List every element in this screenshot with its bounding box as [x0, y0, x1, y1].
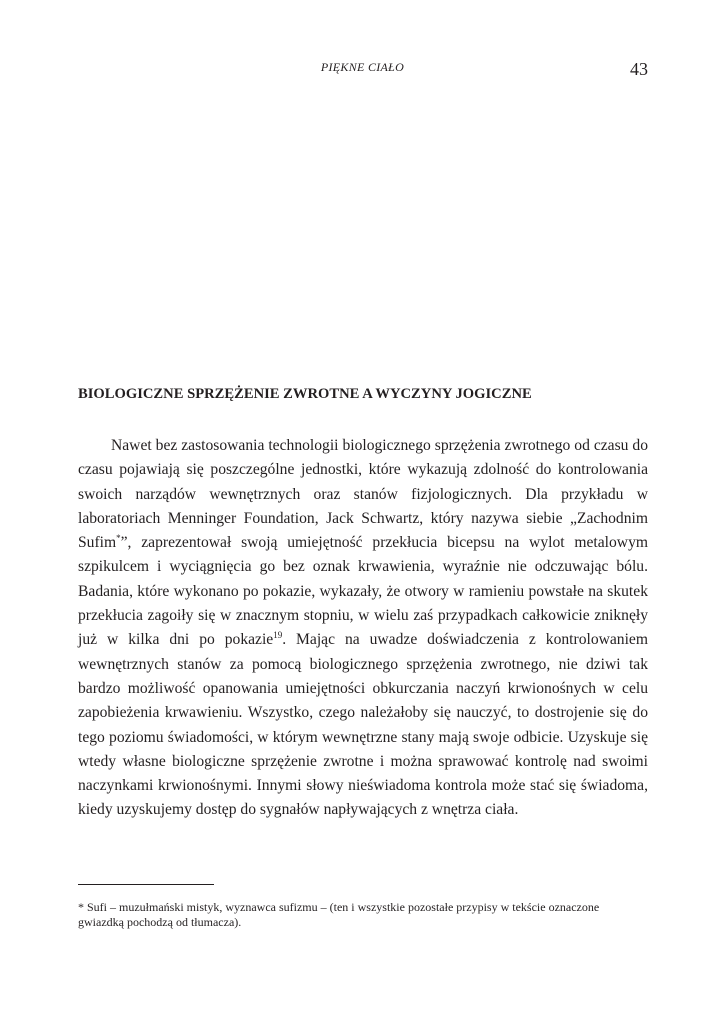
footnote-text: * Sufi – muzułmański mistyk, wyznawca sufizmu – (ten i wszystkie pozostałe przypisy w tekście oznaczone gwiazdką pochodzą od tłumacza). — [78, 900, 600, 929]
endnote-reference: 19 — [273, 630, 283, 641]
running-title: PIĘKNE CIAŁO — [320, 60, 405, 74]
paragraph-text-part-1: Nawet bez zastosowania technologii biologicznego sprzężenia zwrotnego od czasu do czasu pojawiają się poszczególne jednostki, które wykazują zdolność do kontrolowania swoich narządów wewnętrznych oraz stanów fizjologicznych. Dla przykładu w laboratoriach Menninger Foundation, Jack Schwartz, który nazywa siebie „Zachodnim Sufim — [78, 437, 648, 552]
page-number: 43 — [630, 59, 648, 79]
paragraph-text-part-2: ”, zaprezentował swoją umiejętność przekłucia bicepsu na wylot metalowym szpikulcem i wyciągnięcia go bez oznak krwawienia, wyraźnie nie odczuwając bólu. Badania, które wykonano po pokazie, wykazały, że otwory w ramieniu powstałe na skutek przekłucia zagoiły się w znacznym stopniu, w wielu zaś przypadkach całkowicie zniknęły już w kilka dni po pokazie — [78, 534, 648, 649]
body-paragraph — [78, 434, 648, 823]
footnote-marker: * — [116, 533, 121, 544]
section-heading: BIOLOGICZNE SPRZĘŻENIE ZWROTNE A WYCZYNY JOGICZNE — [78, 386, 532, 402]
footnote-separator — [78, 884, 214, 885]
paragraph-text-part-3: . Mając na uwadze doświadczenia z kontrolowaniem wewnętrznych stanów za pomocą biologicznego sprzężenia zwrotnego, nie dziwi tak bardzo możliwość opanowania umiejętności obkurczania naczyń krwionośnych w celu zapobieżenia krwawieniu. Wszystko, czego należałoby się nauczyć, to dostrojenie się do tego poziomu świadomości, w którym wewnętrzne stany mają swoje odbicie. Uzyskuje się wtedy własne biologiczne sprzężenie zwrotne i można sprawować kontrolę nad swoimi naczynkami krwionośnymi. Innymi słowy nieświadoma kontrola może stać się świadoma, kiedy uzyskujemy dostęp do sygnałów napływających z wnętrza ciała. — [78, 631, 648, 819]
